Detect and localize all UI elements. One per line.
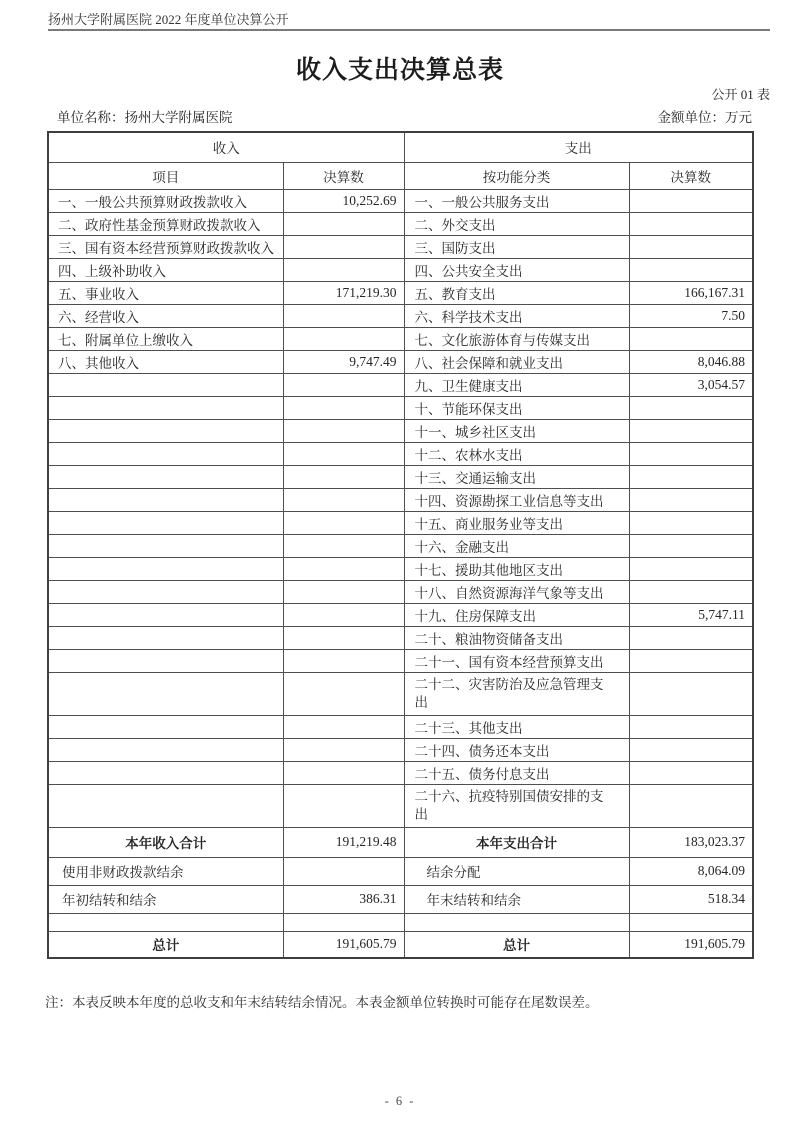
income-item-cell: 年初结转和结余 [48, 885, 283, 913]
meta-row [57, 106, 752, 126]
income-item-cell [48, 603, 283, 626]
table-row [48, 738, 753, 761]
table-row [48, 931, 753, 958]
income-expense-summary-table [47, 131, 754, 959]
income-amount-cell: 171,219.30 [283, 281, 404, 304]
table-row [48, 885, 753, 913]
amount-unit-label: 金额单位：万元 [657, 110, 752, 125]
income-amount-cell [283, 396, 404, 419]
income-amount-cell [283, 419, 404, 442]
income-amount-cell [283, 913, 404, 931]
expense-amount-cell [629, 784, 753, 827]
income-amount-cell [283, 258, 404, 281]
expense-amount-cell: 518.34 [629, 885, 753, 913]
income-item-cell [48, 784, 283, 827]
expense-amount-cell [629, 419, 753, 442]
table-row [48, 784, 753, 827]
unit-name-label: 单位名称：扬州大学附属医院 [57, 110, 233, 125]
income-item-cell [48, 626, 283, 649]
expense-amount-cell: 183,023.37 [629, 827, 753, 857]
income-item-cell [48, 442, 283, 465]
income-item-cell [48, 672, 283, 715]
expense-amount-cell [629, 534, 753, 557]
expense-item-cell: 本年支出合计 [404, 827, 629, 857]
section-header-row [48, 132, 753, 162]
expense-item-cell: 二十五、债务付息支出 [404, 761, 629, 784]
expense-item-cell: 七、文化旅游体育与传媒支出 [404, 327, 629, 350]
expense-item-cell: 一、一般公共服务支出 [404, 189, 629, 212]
income-amount-cell [283, 603, 404, 626]
income-amount-cell [283, 649, 404, 672]
income-amount-cell [283, 857, 404, 885]
income-amount-cell [283, 672, 404, 715]
table-body [48, 189, 753, 958]
expense-item-cell: 二十四、债务还本支出 [404, 738, 629, 761]
expense-item-cell: 十五、商业服务业等支出 [404, 511, 629, 534]
expense-item-cell: 二十一、国有资本经营预算支出 [404, 649, 629, 672]
column-header-row [48, 162, 753, 189]
income-item-cell [48, 465, 283, 488]
expense-item-cell: 十一、城乡社区支出 [404, 419, 629, 442]
table-row [48, 761, 753, 784]
income-amount-cell [283, 715, 404, 738]
income-item-cell: 本年收入合计 [48, 827, 283, 857]
income-item-cell [48, 580, 283, 603]
table-row [48, 557, 753, 580]
expense-item-cell: 九、卫生健康支出 [404, 373, 629, 396]
income-amount-cell [283, 580, 404, 603]
expense-amount-cell [629, 557, 753, 580]
table-row [48, 235, 753, 258]
expense-item-cell: 五、教育支出 [404, 281, 629, 304]
income-item-cell: 三、国有资本经营预算财政拨款收入 [48, 235, 283, 258]
income-item-cell: 五、事业收入 [48, 281, 283, 304]
income-amount-cell [283, 626, 404, 649]
expense-item-cell: 十七、援助其他地区支出 [404, 557, 629, 580]
income-item-cell [48, 511, 283, 534]
income-amount-cell: 191,605.79 [283, 931, 404, 958]
expense-amount-cell [629, 715, 753, 738]
table-code-label: 公开 01 表 [711, 87, 770, 102]
expense-amount-cell [629, 649, 753, 672]
table-row [48, 327, 753, 350]
income-amount-cell [283, 235, 404, 258]
income-amount-cell [283, 761, 404, 784]
expense-amount-cell [629, 442, 753, 465]
income-item-cell [48, 557, 283, 580]
table-row [48, 419, 753, 442]
income-amount-cell [283, 442, 404, 465]
expense-amount-cell [629, 327, 753, 350]
income-amount-cell [283, 534, 404, 557]
income-amount-cell [283, 465, 404, 488]
expense-amount-cell [629, 258, 753, 281]
expense-amount-cell [629, 235, 753, 258]
income-section-header: 收入 [48, 132, 404, 162]
table-row [48, 580, 753, 603]
income-amount-cell: 191,219.48 [283, 827, 404, 857]
expense-item-cell: 二十六、抗疫特别国债安排的支出 [404, 784, 629, 827]
expense-amount-cell: 3,054.57 [629, 373, 753, 396]
income-amount-cell [283, 212, 404, 235]
income-amount-cell [283, 784, 404, 827]
income-item-cell [48, 913, 283, 931]
expense-amount-cell [629, 488, 753, 511]
expense-item-cell: 十六、金融支出 [404, 534, 629, 557]
table-row [48, 212, 753, 235]
income-item-column-header: 项目 [48, 162, 283, 189]
table-row [48, 672, 753, 715]
income-amount-column-header: 决算数 [283, 162, 404, 189]
income-item-cell [48, 649, 283, 672]
expense-amount-cell [629, 580, 753, 603]
expense-item-cell: 十八、自然资源海洋气象等支出 [404, 580, 629, 603]
expense-amount-cell [629, 511, 753, 534]
expense-item-cell: 四、公共安全支出 [404, 258, 629, 281]
table-head [48, 132, 753, 189]
expense-amount-cell [629, 738, 753, 761]
income-amount-cell [283, 557, 404, 580]
expense-amount-cell [629, 913, 753, 931]
income-amount-cell: 9,747.49 [283, 350, 404, 373]
expense-item-cell: 十、节能环保支出 [404, 396, 629, 419]
expense-amount-cell: 5,747.11 [629, 603, 753, 626]
expense-item-cell: 二、外交支出 [404, 212, 629, 235]
income-item-cell [48, 761, 283, 784]
page-title: 收入支出决算总表 [295, 57, 504, 84]
income-item-cell [48, 715, 283, 738]
income-amount-cell [283, 327, 404, 350]
table-row [48, 626, 753, 649]
income-amount-cell [283, 488, 404, 511]
income-item-cell [48, 738, 283, 761]
table-row [48, 603, 753, 626]
expense-item-cell: 十二、农林水支出 [404, 442, 629, 465]
income-item-cell [48, 419, 283, 442]
income-item-cell [48, 488, 283, 511]
expense-amount-cell: 191,605.79 [629, 931, 753, 958]
income-amount-cell [283, 511, 404, 534]
table-row [48, 189, 753, 212]
income-item-cell: 八、其他收入 [48, 350, 283, 373]
income-item-cell: 使用非财政拨款结余 [48, 857, 283, 885]
expense-amount-cell [629, 626, 753, 649]
expense-item-cell [404, 913, 629, 931]
expense-item-cell: 二十、粮油物资储备支出 [404, 626, 629, 649]
expense-amount-cell [629, 761, 753, 784]
expense-item-cell: 二十二、灾害防治及应急管理支出 [404, 672, 629, 715]
expense-amount-cell: 166,167.31 [629, 281, 753, 304]
table-row [48, 715, 753, 738]
expense-item-cell: 十九、住房保障支出 [404, 603, 629, 626]
table-row [48, 281, 753, 304]
income-item-cell: 二、政府性基金预算财政拨款收入 [48, 212, 283, 235]
table-row [48, 396, 753, 419]
income-amount-cell [283, 373, 404, 396]
expense-amount-cell [629, 189, 753, 212]
expense-section-header: 支出 [404, 132, 753, 162]
expense-item-cell: 二十三、其他支出 [404, 715, 629, 738]
expense-amount-cell: 8,046.88 [629, 350, 753, 373]
header-rule [48, 29, 770, 31]
table-row [48, 258, 753, 281]
expense-item-cell: 结余分配 [404, 857, 629, 885]
table-row [48, 488, 753, 511]
income-amount-cell: 10,252.69 [283, 189, 404, 212]
document-header-text: 扬州大学附属医院 2022 年度单位决算公开 [48, 12, 289, 27]
income-item-cell [48, 534, 283, 557]
income-item-cell: 一、一般公共预算财政拨款收入 [48, 189, 283, 212]
income-item-cell: 七、附属单位上缴收入 [48, 327, 283, 350]
table-row [48, 649, 753, 672]
table-row [48, 534, 753, 557]
expense-amount-cell [629, 672, 753, 715]
footnote: 注：本表反映本年度的总收支和年末结转结余情况。本表金额单位转换时可能存在尾数误差。 [45, 995, 599, 1010]
income-item-cell [48, 396, 283, 419]
expense-amount-cell: 7.50 [629, 304, 753, 327]
table-row [48, 350, 753, 373]
expense-item-cell: 六、科学技术支出 [404, 304, 629, 327]
expense-item-column-header: 按功能分类 [404, 162, 629, 189]
income-amount-cell [283, 738, 404, 761]
expense-amount-cell: 8,064.09 [629, 857, 753, 885]
expense-amount-cell [629, 396, 753, 419]
expense-item-cell: 八、社会保障和就业支出 [404, 350, 629, 373]
expense-item-cell: 年末结转和结余 [404, 885, 629, 913]
table-row [48, 827, 753, 857]
expense-amount-cell [629, 212, 753, 235]
page-number: - 6 - [384, 1094, 416, 1108]
expense-item-cell: 十四、资源勘探工业信息等支出 [404, 488, 629, 511]
expense-item-cell: 十三、交通运输支出 [404, 465, 629, 488]
table-row [48, 304, 753, 327]
table-row [48, 913, 753, 931]
income-item-cell [48, 373, 283, 396]
income-item-cell: 四、上级补助收入 [48, 258, 283, 281]
table-row [48, 373, 753, 396]
expense-amount-cell [629, 465, 753, 488]
table-row [48, 511, 753, 534]
income-amount-cell [283, 304, 404, 327]
table-row [48, 857, 753, 885]
table-row [48, 442, 753, 465]
expense-item-cell: 总计 [404, 931, 629, 958]
expense-item-cell: 三、国防支出 [404, 235, 629, 258]
income-amount-cell: 386.31 [283, 885, 404, 913]
income-item-cell: 六、经营收入 [48, 304, 283, 327]
table-row [48, 465, 753, 488]
expense-amount-column-header: 决算数 [629, 162, 753, 189]
income-item-cell: 总计 [48, 931, 283, 958]
